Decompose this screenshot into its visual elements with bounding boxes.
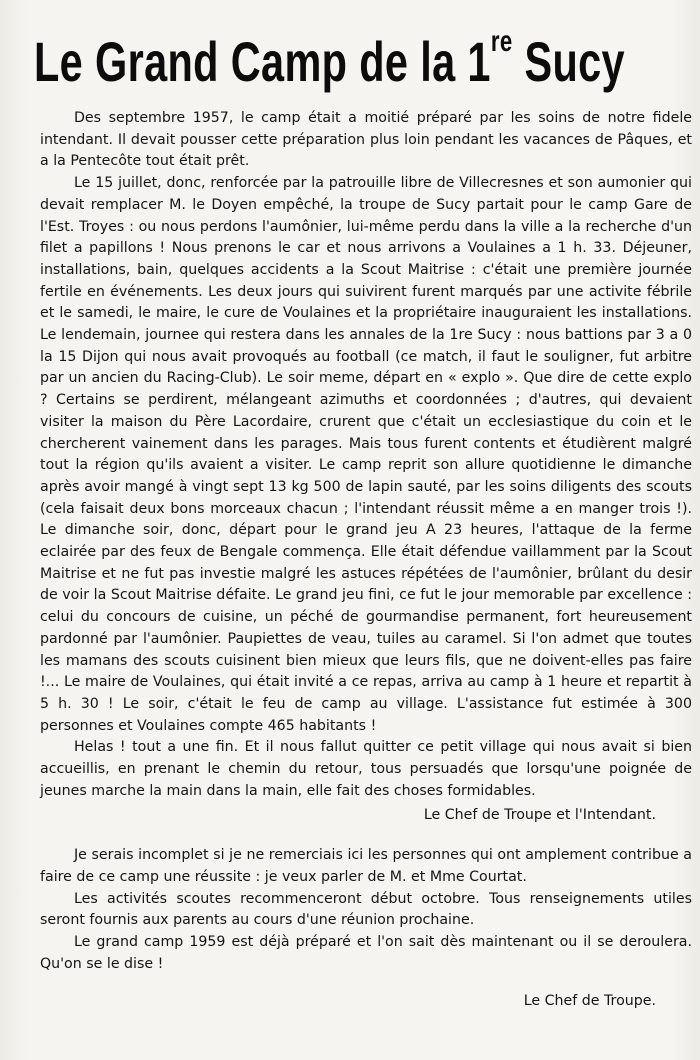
paragraph-intro: Des septembre 1957, le camp était a moitié préparé par les soins de notre fidele intendant. Il devait pousser cette préparation plus loin pendant les vacances de Pâques, et a la Pentecôte tout était prêt. (40, 110, 692, 170)
paragraph-next-camp: Le grand camp 1959 est déjà préparé et l'on sait dès maintenant ou il se deroulera. Qu'on se le dise ! (40, 934, 692, 972)
paragraph-camp-story: Le 15 juillet, donc, renforcée par la patrouille libre de Villecresnes et son aumonier qui devait remplacer M. le Doyen empêché, la troupe de Sucy partait pour le camp Gare de l'Est. Troyes : ou nous perdons l'aumônier, lui-même perdu dans la ville a la recherche d'un filet a papillons ! Nous prenons le car et nous arrivons a Voulaines a 1 h. 33. Déjeuner, installations, bain, quelques accidents a la Scout Maitrise : c'était une première journée fertile en événements. Les deux jours qui suivirent furent marqués par une activite fébrile et le samedi, le maire, le cure de Voulaines et la propriétaire inauguraient les installations. Le lendemain, journee qui restera dans les annales de la 1re Sucy : nous battions par 3 a 0 la 15 Dijon qui nous avait provoqués au football (ce match, il faut le souligner, fut arbitre par un ancien du Racing-Club). Le soir meme, départ en « explo ». Que dire de cette explo ? Certains se perdirent, mélangeant azimuths et coordonnées ; d'autres, qui devaient visiter la maison du Père Lacordaire, crurent que c'était un ecclesiastique du coin et le chercherent vainement dans les parages. Mais tous furent contents et étudièrent malgré tout la région qu'ils avaient a visiter. Le camp reprit son allure quotidienne le dimanche après avoir mangé à vingt sept 13 kg 500 de lapin sauté, par les soins diligents des scouts (cela faisait deux bons morceaux chacun ; l'intendant réussit même a en manger trois !). Le dimanche soir, donc, départ pour le grand jeu A 23 heures, l'attaque de la ferme eclairée par des feux de Bengale commença. Elle était défendue vaillamment par la Scout Maitrise et ne fut pas investie malgré les astuces répétées de l'aumônier, brûlant du desir de voir la Scout Maitrise défaite. Le grand jeu fini, ce fut le jour memorable par excellence : celui du concours de cuisine, un péché de gourmandise permanent, fort heureusement pardonné par l'aumônier. Paupiettes de veau, tuiles au caramel. Si l'on admet que toutes les mamans des scouts cuisinent bien mieux que leurs fils, que ne doivent-elles pas faire !... Le maire de Voulaines, qui était invité a ce repas, arriva au camp à 1 heure et repartit à 5 h. 30 ! Le soir, c'était le feu de camp au village. L'assistance fut estimée à 300 personnes et Voulaines compte 465 habitants ! (40, 175, 692, 734)
signature-chef: Le Chef de Troupe. (523, 993, 656, 1010)
paragraph-conclusion: Helas ! tout a une fin. Et il nous fallut quitter ce petit village qui nous avait si bien accueillis, en prenant le chemin du retour, tous persuadés que lorsqu'une poignée de jeunes marche la main dans la main, elle fait des choses formidables. (40, 739, 692, 799)
paragraph-thanks: Je serais incomplet si je ne remerciais ici les personnes qui ont amplement contribue a faire de ce camp une réussite : je veux parler de M. et Mme Courtat. (40, 847, 692, 885)
paragraph-activities: Les activités scoutes recommenceront début octobre. Tous renseignements utiles seront fournis aux parents au cours d'une réunion prochaine. (40, 890, 692, 929)
title-end: Sucy (512, 30, 625, 93)
title-main: Le Grand Camp de la 1 (34, 30, 491, 93)
title-superscript: re (490, 25, 513, 59)
article-title (34, 22, 625, 102)
article-body (40, 108, 692, 1013)
signature-chef-intendant: Le Chef de Troupe et l'Intendant. (423, 806, 656, 823)
